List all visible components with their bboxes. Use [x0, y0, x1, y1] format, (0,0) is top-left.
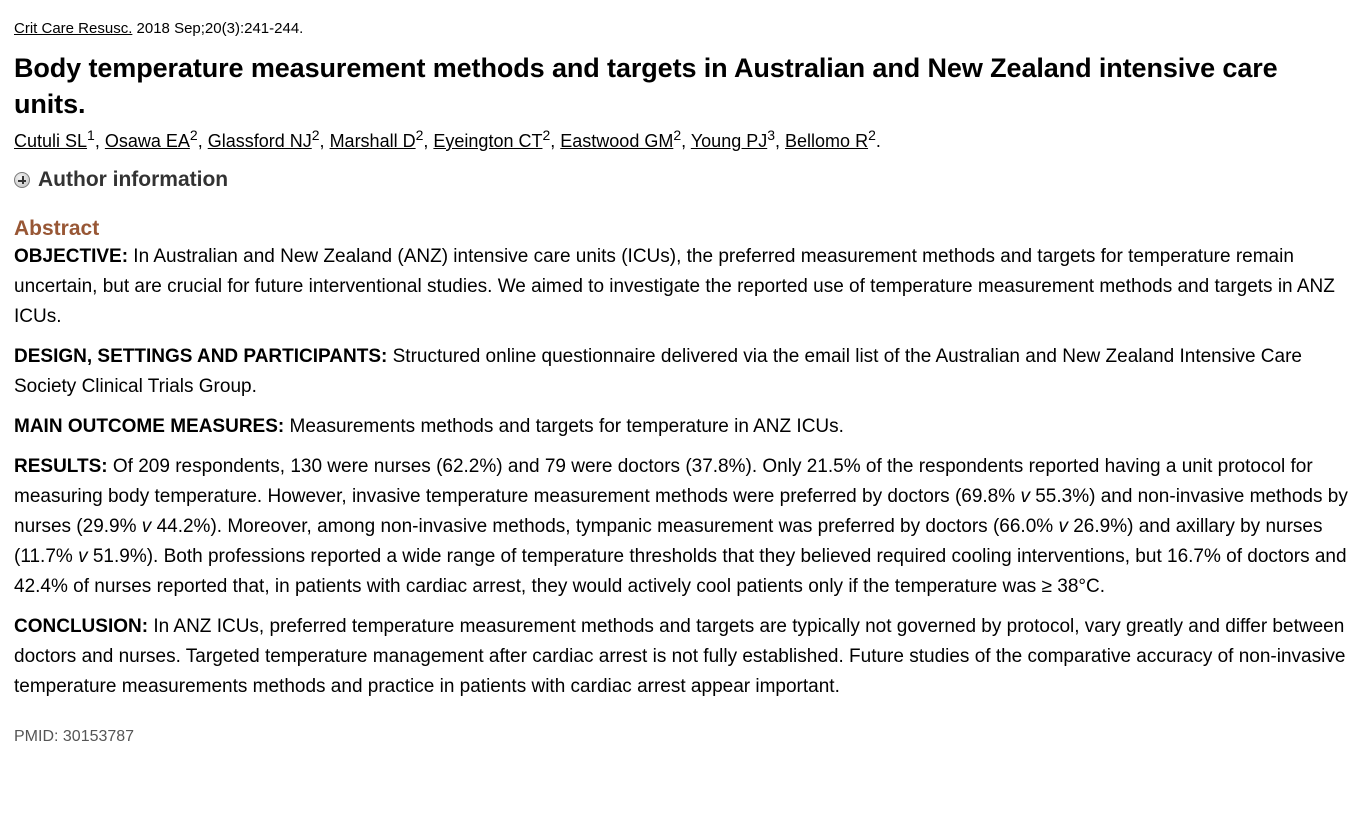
outcome-label: MAIN OUTCOME MEASURES:	[14, 416, 285, 437]
citation	[14, 18, 1356, 40]
author-separator: ,	[94, 131, 105, 151]
author-link[interactable]: Young PJ	[690, 131, 768, 151]
author-link[interactable]: Glassford NJ	[207, 131, 312, 151]
results-text-3: 44.2%). Moreover, among non-invasive methods, tympanic measurement was preferred by doctors (66.0%	[151, 516, 1059, 537]
versus-italic: v	[1058, 516, 1068, 537]
abstract-outcome	[14, 412, 1356, 442]
author-separator: ,	[775, 131, 786, 151]
design-text: Structured online questionnaire delivered via the email list of the Australian and New Zealand Intensive Care Society Clinical Trials Group.	[14, 346, 1302, 397]
author-affiliation: 2	[542, 127, 551, 143]
author-link[interactable]: Eastwood GM	[560, 131, 674, 151]
abstract-design	[14, 342, 1356, 402]
citation-details: 2018 Sep;20(3):241-244.	[136, 20, 304, 37]
objective-text: In Australian and New Zealand (ANZ) intensive care units (ICUs), the preferred measurement methods and targets for temperature remain uncertain, but are crucial for future interventional studies. We aimed to investigate the reported use of temperature measurement methods and targets in ANZ ICUs.	[14, 246, 1335, 327]
article-title: Body temperature measurement methods and targets in Australian and New Zealand intensive care units.	[14, 53, 1278, 119]
author-separator: ,	[550, 131, 561, 151]
author-information-toggle[interactable]	[14, 168, 1356, 192]
abstract-results	[14, 452, 1356, 602]
versus-italic: v	[1020, 486, 1030, 507]
design-label: DESIGN, SETTINGS AND PARTICIPANTS:	[14, 346, 388, 367]
results-label: RESULTS:	[14, 456, 108, 477]
abstract-objective	[14, 242, 1356, 332]
author-link[interactable]: Osawa EA	[104, 131, 190, 151]
versus-italic: v	[78, 546, 88, 567]
abstract-heading: Abstract	[14, 217, 100, 240]
versus-italic: v	[141, 516, 152, 537]
author-affiliation: 1	[87, 127, 95, 143]
author-link[interactable]: Eyeington CT	[433, 131, 543, 151]
author-affiliation: 2	[673, 127, 682, 143]
journal-link[interactable]: Crit Care Resusc.	[14, 20, 133, 37]
outcome-text: Measurements methods and targets for temperature in ANZ ICUs.	[284, 416, 844, 437]
author-list	[14, 128, 1356, 154]
abstract-conclusion	[14, 612, 1356, 702]
author-affiliation: 2	[311, 127, 320, 143]
author-affiliation: 2	[189, 127, 198, 143]
author-separator: ,	[423, 131, 434, 151]
author-affiliation: 2	[415, 127, 424, 143]
author-separator: ,	[681, 131, 691, 151]
author-separator: ,	[197, 131, 208, 151]
author-separator: ,	[319, 131, 330, 151]
objective-label: OBJECTIVE:	[14, 246, 129, 267]
author-link[interactable]: Bellomo R	[785, 131, 869, 151]
author-link[interactable]: Marshall D	[329, 131, 416, 151]
plus-circle-icon[interactable]	[14, 172, 30, 188]
author-affiliation: 2	[868, 127, 876, 143]
results-text-5: 51.9%). Both professions reported a wide range of temperature thresholds that they believed required cooling interventions, but 16.7% of doctors and 42.4% of nurses reported that, in patients with cardiac arrest, they would actively cool patients only if the temperature was ≥ 38°C.	[14, 546, 1347, 597]
results-text-4: 26.9%) and axillary by nurses (11.7%	[14, 516, 1323, 567]
results-text-2: 55.3%) and non-invasive methods by nurses (29.9%	[14, 486, 1348, 537]
author-separator: .	[875, 131, 881, 151]
conclusion-text: In ANZ ICUs, preferred temperature measurement methods and targets are typically not governed by protocol, vary greatly and differ between doctors and nurses. Targeted temperature management after cardiac arrest is not fully established. Future studies of the comparative accuracy of non-invasive temperature measurements methods and practice in patients with cardiac arrest appear important.	[14, 616, 1346, 697]
results-text-1: Of 209 respondents, 130 were nurses (62.2%) and 79 were doctors (37.8%). Only 21.5% of the respondents reported having a unit protocol for measuring body temperature. However, invasive temperature measurement methods were preferred by doctors (69.8%	[14, 456, 1313, 507]
author-information-label: Author information	[38, 168, 229, 191]
author-link[interactable]: Cutuli SL	[14, 131, 88, 151]
pmid: PMID: 30153787	[14, 728, 135, 745]
author-affiliation: 3	[767, 127, 776, 143]
conclusion-label: CONCLUSION:	[14, 616, 149, 637]
